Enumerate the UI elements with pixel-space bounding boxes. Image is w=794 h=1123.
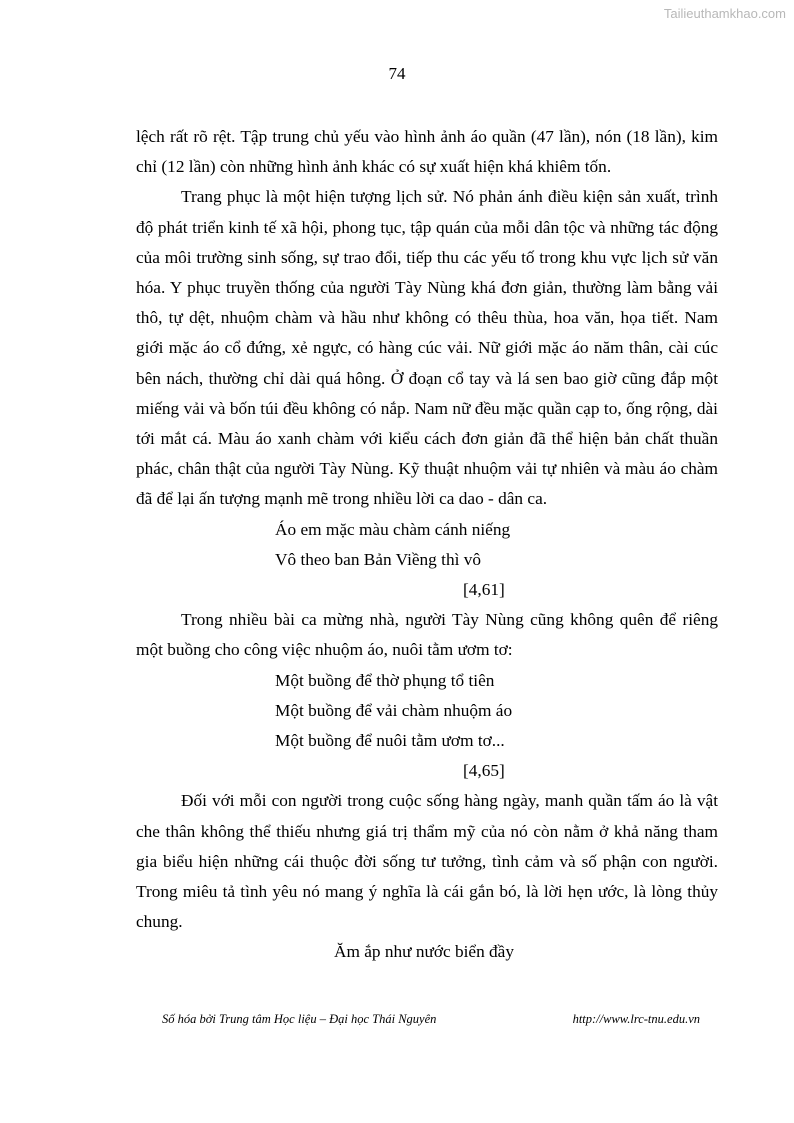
footer-source: Số hóa bởi Trung tâm Học liệu – Đại học Thái Nguyên xyxy=(162,1012,437,1026)
footer-url[interactable]: http://www.lrc-tnu.edu.vn xyxy=(572,1012,700,1026)
verse-line: Một buồng để thờ phụng tổ tiên xyxy=(275,670,495,690)
verse-line-centered: Ăm ắp như nước biển đầy xyxy=(333,942,514,962)
citation: [4,65] xyxy=(463,761,505,781)
watermark: Tailieuthamkhao.com xyxy=(663,6,786,21)
paragraph: Trong nhiều bài ca mừng nhà, người Tày Nùng cũng không quên để riêng một buồng cho công việc nhuộm áo, nuôi tằm ươm tơ: xyxy=(136,610,718,660)
verse-line: Một buồng để vải chàm nhuộm áo xyxy=(275,700,513,720)
document-body xyxy=(136,122,718,968)
page-number: 74 xyxy=(388,64,406,83)
verse-line: Vô theo ban Bản Viềng thì vô xyxy=(275,549,481,569)
paragraph: Đối với mỗi con người trong cuộc sống hàng ngày, manh quần tấm áo là vật che thân không thể thiếu nhưng giá trị thẩm mỹ của nó còn nằm ở khả năng tham gia biểu hiện những cái thuộc đời sống tư tưởng, tình cảm và số phận con người. Trong miêu tả tình yêu nó mang ý nghĩa là cái gắn bó, là lời hẹn ước, là lòng thủy chung. xyxy=(136,791,718,932)
citation: [4,61] xyxy=(463,580,505,600)
paragraph: Trang phục là một hiện tượng lịch sử. Nó phản ánh điều kiện sản xuất, trình độ phát triển kinh tế xã hội, phong tục, tập quán của mỗi dân tộc và những tác động của môi trường sinh sống, sự trao đổi, tiếp thu các yếu tố trong khu vực lịch sử văn hóa. Y phục truyền thống của người Tày Nùng khá đơn giản, thường làm bằng vải thô, tự dệt, nhuộm chàm và hầu như không có thêu thùa, hoa văn, họa tiết. Nam giới mặc áo cổ đứng, xẻ ngực, có hàng cúc vải. Nữ giới mặc áo năm thân, cài cúc bên nách, thường chỉ dài quá hông. Ở đoạn cổ tay và lá sen bao giờ cũng đắp một miếng vải và bốn túi đều không có nắp. Nam nữ đều mặc quần cạp to, ống rộng, dài tới mắt cá. Màu áo xanh chàm với kiểu cách đơn giản đã thể hiện bản chất thuần phác, chân thật của người Tày Nùng. Kỹ thuật nhuộm vải tự nhiên và màu áo chàm đã để lại ấn tượng mạnh mẽ trong nhiều lời ca dao - dân ca. xyxy=(136,187,718,509)
paragraph: lệch rất rõ rệt. Tập trung chủ yếu vào hình ảnh áo quần (47 lần), nón (18 lần), kim chỉ (12 lần) còn những hình ảnh khác có sự xuất hiện khá khiêm tốn. xyxy=(136,127,718,177)
verse-line: Một buồng để nuôi tằm ươm tơ... xyxy=(275,731,505,751)
verse-line: Áo em mặc màu chàm cánh niếng xyxy=(275,519,511,539)
